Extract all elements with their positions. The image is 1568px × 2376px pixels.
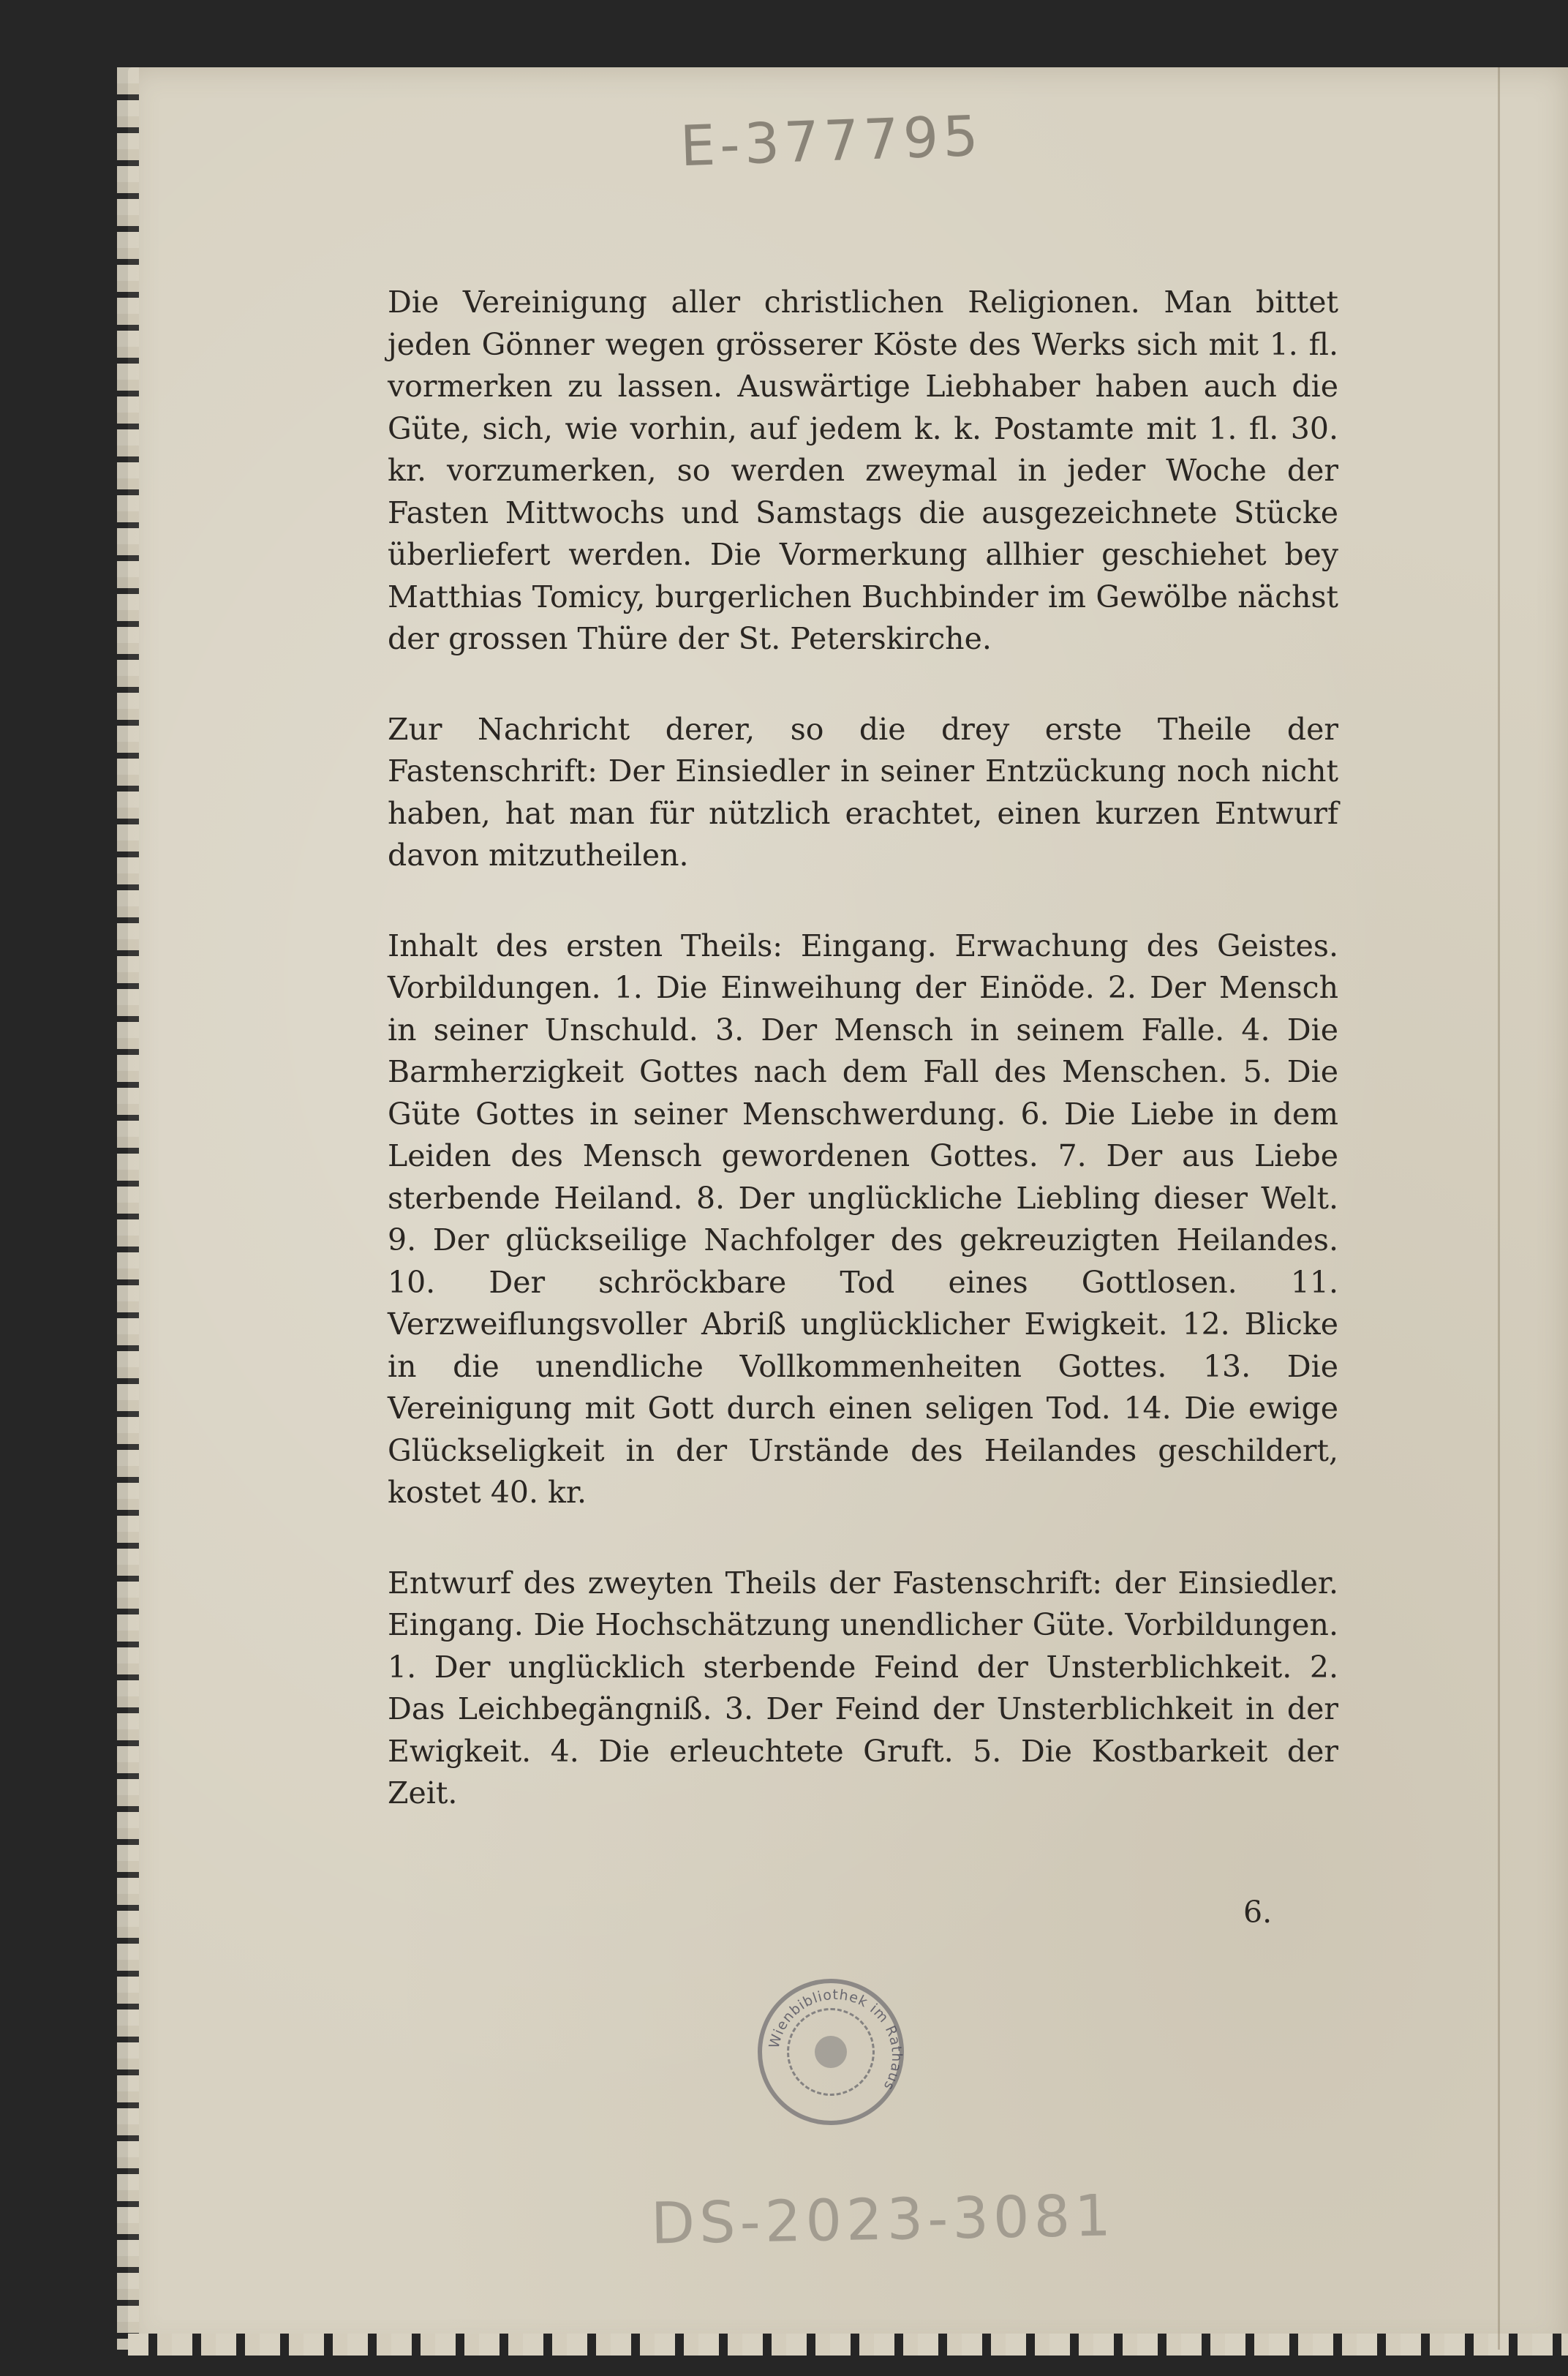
stamp-emblem	[815, 2036, 847, 2068]
page-edge-bottom	[128, 2334, 1568, 2356]
paragraph-notice: Zur Nachricht derer, so die drey erste Theile der Fastenschrift: Der Einsiedler in seiner Entzückung noch nicht haben, hat man für nützlich erachtet, einen kurzen Entwurf davon mitzutheilen.	[388, 711, 1338, 873]
text-block	[388, 282, 1338, 1863]
shelfmark-top: E-377795	[679, 102, 984, 179]
page-edge-left	[117, 67, 139, 2350]
catchword: 6.	[1243, 1895, 1273, 1930]
paragraph-first-part-contents: Inhalt des ersten Theils: Eingang. Erwachung des Geistes. Vorbildungen. 1. Die Einweihung der Einöde. 2. Der Mensch in seiner Unschuld. 3. Der Mensch in seinem Falle. 4. Die Barmherzigkeit Gottes nach dem Fall des Menschen. 5. Die Güte Gottes in seiner Menschwerdung. 6. Die Liebe in dem Leiden des Mensch gewordenen Gottes. 7. Der aus Liebe sterbende Heiland. 8. Der unglückliche Liebling dieser Welt. 9. Der glückseilige Nachfolger des gekreuzigten Heilandes. 10. Der schröckbare Tod eines Gottlosen. 11. Verzweiflungsvoller Abriß unglücklicher Ewigkeit. 12. Blicke in die unendliche Vollkommenheiten Gottes. 13. Die Vereinigung mit Gott durch einen seligen Tod. 14. Die ewige Glückseligkeit in der Urstände des Heilandes geschildert, kostet 40. kr.	[388, 928, 1338, 1510]
library-stamp	[758, 1979, 904, 2125]
paragraph-announcement: Die Vereinigung aller christlichen Religionen. Man bittet jeden Gönner wegen grösserer Köste des Werks sich mit 1. fl. vormerken zu lassen. Auswärtige Liebhaber haben auch die Güte, sich, wie vorhin, auf jedem k. k. Postamte mit 1. fl. 30. kr. vorzumerken, so werden zweymal in jeder Woche der Fasten Mittwochs und Samstags die ausgezeichnete Stücke überliefert werden. Die Vormerkung allhier geschiehet bey Matthias Tomicy, burgerlichen Buchbinder im Gewölbe nächst der grossen Thüre der St. Peterskirche.	[388, 285, 1338, 656]
page-fold-line	[1498, 67, 1500, 2350]
paragraph-second-part-outline: Entwurf des zweyten Theils der Fastenschrift: der Einsiedler. Eingang. Die Hochschätzung unendlicher Güte. Vorbildungen. 1. Der unglücklich sterbende Feind der Unsterblichkeit. 2. Das Leichbegängniß. 3. Der Feind der Unsterblichkeit in der Ewigkeit. 4. Die erleuchtete Gruft. 5. Die Kostbarkeit der Zeit.	[388, 1565, 1338, 1811]
svg-text:Wienbibliothek im Rathaus: Wienbibliothek im Rathaus	[766, 1986, 905, 2094]
shelfmark-bottom: DS-2023-3081	[650, 2183, 1116, 2257]
